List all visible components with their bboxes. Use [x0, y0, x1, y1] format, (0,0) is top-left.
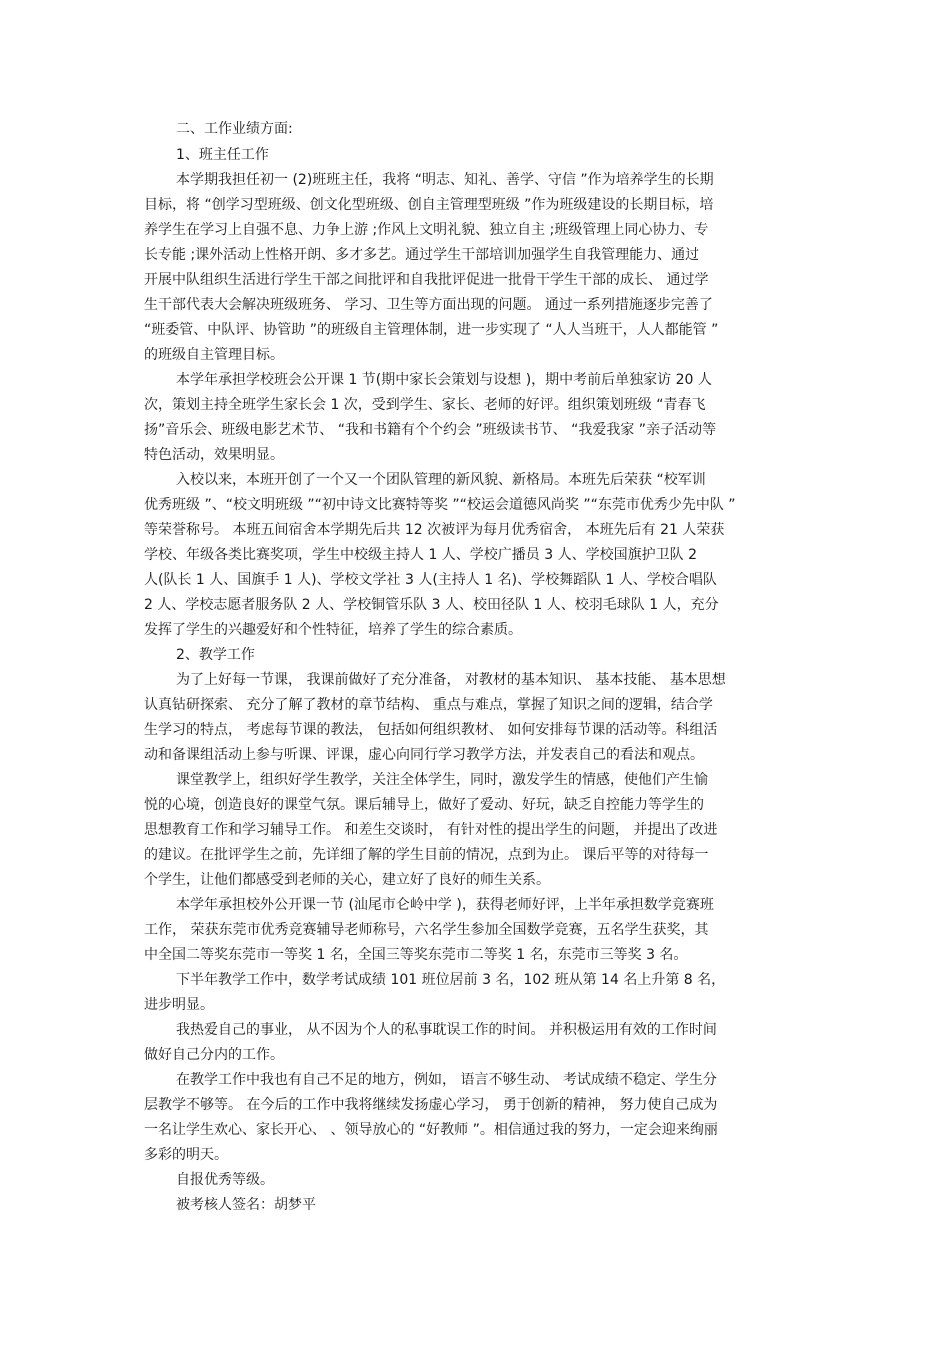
paragraph-line: 特色活动，效果明显。	[144, 447, 284, 463]
paragraph-line: 认真钻研探索、 充分了解了教材的章节结构、 重点与难点，掌握了知识之间的逻辑，结合学	[144, 697, 713, 713]
paragraph-line: 学校、年级各类比赛奖项，学生中校级主持人 1 人、学校广播员 3 人、学校国旗护卫队 2	[144, 547, 697, 563]
signature-line: 被考核人签名：胡梦平	[176, 1197, 316, 1213]
paragraph-line: 优秀班级 ”、“校文明班级 ”“初中诗文比赛特等奖 ”“校运会道德风尚奖 ”“东莞市优秀少先中队 ”	[144, 497, 736, 513]
paragraph-line: 2 人、学校志愿者服务队 2 人、学校铜管乐队 3 人、校田径队 1 人、校羽毛球队 1 人，充分	[144, 597, 719, 613]
paragraph-line: 做好自己分内的工作。	[144, 1047, 284, 1063]
paragraph-line: “班委管、中队评、协管助 ”的班级自主管理体制，进一步实现了 “人人当班干，人人都能管 ”	[144, 322, 719, 338]
paragraph-line: 本学期我担任初一 (2)班班主任，我将 “明志、知礼、善学、守信 ”作为培养学生的长期	[176, 172, 714, 188]
paragraph-line: 扬”音乐会、班级电影艺术节、 “我和书籍有个个约会 ”班级读书节、 “我爱我家 ”亲子活动等	[144, 422, 717, 438]
paragraph-line: 的建议。在批评学生之前，先详细了解的学生目前的情况，点到为止。 课后平等的对待每一	[144, 847, 709, 863]
section-heading-work-performance: 二、工作业绩方面:	[176, 121, 293, 137]
paragraph-line: 我热爱自己的事业， 从不因为个人的私事耽误工作的时间。 并积极运用有效的工作时间	[176, 1022, 717, 1038]
paragraph-line: 的班级自主管理目标。	[144, 347, 284, 363]
paragraph-line: 个学生，让他们都感受到老师的关心，建立好了良好的师生关系。	[144, 872, 550, 888]
paragraph-line: 目标，将 “创学习型班级、创文化型班级、创自主管理型班级 ”作为班级建设的长期目标，培	[144, 197, 714, 213]
paragraph-line: 入校以来，本班开创了一个又一个团队管理的新风貌、新格局。本班先后荣获 “校军训	[176, 472, 706, 488]
paragraph-line: 中全国二等奖东莞市一等奖 1 名，全国三等奖东莞市二等奖 1 名，东莞市三等奖 3 名。	[144, 947, 688, 963]
paragraph-line: 为了上好每一节课， 我课前做好了充分准备， 对教材的基本知识、 基本技能、 基本思想	[176, 672, 726, 688]
paragraph-line: 课堂教学上，组织好学生教学，关注全体学生，同时，激发学生的情感，使他们产生愉	[176, 772, 708, 788]
paragraph-line: 生干部代表大会解决班级班务、 学习、卫生等方面出现的问题。 通过一系列措施逐步完善了	[144, 297, 713, 313]
paragraph-line: 发挥了学生的兴趣爱好和个性特征，培养了学生的综合素质。	[144, 622, 522, 638]
paragraph-line: 一名让学生欢心、家长开心、 、领导放心的 “好教师 ”。相信通过我的努力，一定会迎来绚丽	[144, 1122, 718, 1138]
paragraph-line: 人(队长 1 人、国旗手 1 人)、学校文学社 3 人(主持人 1 名)、学校舞蹈队 1 人、学校合唱队	[144, 572, 717, 588]
paragraph-line: 思想教育工作和学习辅导工作。 和差生交谈时， 有针对性的提出学生的问题， 并提出了改进	[144, 822, 718, 838]
subsection-heading-teaching: 2、教学工作	[176, 647, 255, 663]
paragraph-line: 本学年承担校外公开课一节 (汕尾市仑岭中学 )，获得老师好评，上半年承担数学竞赛班	[176, 897, 714, 913]
self-rating-line: 自报优秀等级。	[176, 1172, 274, 1188]
paragraph-line: 悦的心境，创造良好的课堂气氛。课后辅导上，做好了爱动、好玩，缺乏自控能力等学生的	[144, 797, 704, 813]
paragraph-line: 在教学工作中我也有自己不足的地方，例如， 语言不够生动、 考试成绩不稳定、学生分	[176, 1072, 717, 1088]
paragraph-line: 等荣誉称号。 本班五间宿舍本学期先后共 12 次被评为每月优秀宿舍， 本班先后有 21 人荣获	[144, 522, 725, 538]
paragraph-line: 次，策划主持全班学生家长会 1 次，受到学生、家长、老师的好评。组织策划班级 “青春飞	[144, 397, 706, 413]
paragraph-line: 开展中队组织生活进行学生干部之间批评和自我批评促进一批骨干学生干部的成长、 通过学	[144, 272, 709, 288]
paragraph-line: 养学生在学习上自强不息、力争上游 ;作风上文明礼貌、独立自主 ;班级管理上同心协力、专	[144, 222, 709, 238]
paragraph-line: 工作， 荣获东莞市优秀竞赛辅导老师称号，六名学生参加全国数学竞赛，五名学生获奖，其	[144, 922, 709, 938]
paragraph-line: 多彩的明天。	[144, 1147, 228, 1163]
paragraph-line: 动和备课组活动上参与听课、评课，虚心向同行学习教学方法，并发表自己的看法和观点。	[144, 747, 704, 763]
paragraph-line: 层教学不够等。 在今后的工作中我将继续发扬虚心学习， 勇于创新的精神， 努力使自己成为	[144, 1097, 718, 1113]
paragraph-line: 下半年教学工作中，数学考试成绩 101 班位居前 3 名，102 班从第 14 名上升第 8 名，	[176, 972, 726, 988]
paragraph-line: 本学年承担学校班会公开课 1 节(期中家长会策划与设想 )，期中考前后单独家访 20 人	[176, 372, 712, 388]
paragraph-line: 生学习的特点， 考虑每节课的教法， 包括如何组织教材、 如何安排每节课的活动等。科组活	[144, 722, 718, 738]
subsection-heading-class-teacher: 1、班主任工作	[176, 147, 269, 163]
paragraph-line: 进步明显。	[144, 997, 214, 1013]
paragraph-line: 长专能 ;课外活动上性格开朗、多才多艺。通过学生干部培训加强学生自我管理能力、通过	[144, 247, 700, 263]
